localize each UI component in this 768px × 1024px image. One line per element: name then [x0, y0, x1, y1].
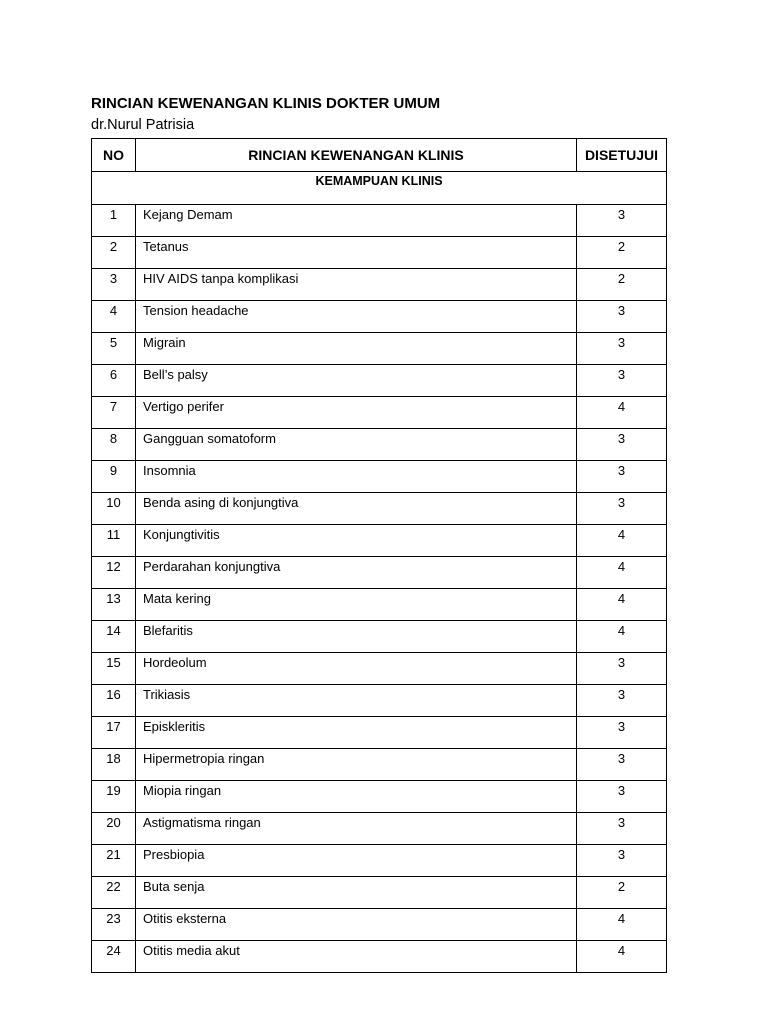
- row-approved-level: 3: [577, 333, 667, 365]
- row-number: 21: [92, 845, 136, 877]
- table-row: [92, 653, 667, 685]
- row-number: 5: [92, 333, 136, 365]
- row-competency: HIV AIDS tanpa komplikasi: [136, 269, 577, 301]
- table-row: [92, 205, 667, 237]
- table-header-row: [92, 139, 667, 172]
- header-approved: DISETUJUI: [577, 139, 667, 172]
- row-competency: Mata kering: [136, 589, 577, 621]
- row-competency: Benda asing di konjungtiva: [136, 493, 577, 525]
- table-row: [92, 397, 667, 429]
- row-approved-level: 4: [577, 941, 667, 973]
- row-number: 11: [92, 525, 136, 557]
- row-competency: Gangguan somatoform: [136, 429, 577, 461]
- row-number: 13: [92, 589, 136, 621]
- section-row: [92, 172, 667, 205]
- row-approved-level: 3: [577, 493, 667, 525]
- table-row: [92, 845, 667, 877]
- table-row: [92, 365, 667, 397]
- table-row: [92, 461, 667, 493]
- row-competency: Otitis media akut: [136, 941, 577, 973]
- row-competency: Blefaritis: [136, 621, 577, 653]
- row-competency: Presbiopia: [136, 845, 577, 877]
- row-approved-level: 4: [577, 397, 667, 429]
- row-number: 10: [92, 493, 136, 525]
- row-approved-level: 3: [577, 813, 667, 845]
- row-approved-level: 4: [577, 909, 667, 941]
- row-number: 20: [92, 813, 136, 845]
- row-approved-level: 4: [577, 621, 667, 653]
- row-competency: Trikiasis: [136, 685, 577, 717]
- row-approved-level: 3: [577, 781, 667, 813]
- row-approved-level: 3: [577, 205, 667, 237]
- row-number: 3: [92, 269, 136, 301]
- header-no: NO: [92, 139, 136, 172]
- row-competency: Migrain: [136, 333, 577, 365]
- row-approved-level: 4: [577, 557, 667, 589]
- row-competency: Perdarahan konjungtiva: [136, 557, 577, 589]
- row-competency: Episkleritis: [136, 717, 577, 749]
- row-number: 1: [92, 205, 136, 237]
- row-approved-level: 2: [577, 269, 667, 301]
- header-item: RINCIAN KEWENANGAN KLINIS: [136, 139, 577, 172]
- row-approved-level: 4: [577, 589, 667, 621]
- row-approved-level: 2: [577, 877, 667, 909]
- row-competency: Konjungtivitis: [136, 525, 577, 557]
- row-number: 9: [92, 461, 136, 493]
- row-approved-level: 3: [577, 685, 667, 717]
- table-row: [92, 909, 667, 941]
- row-number: 16: [92, 685, 136, 717]
- row-number: 22: [92, 877, 136, 909]
- row-approved-level: 4: [577, 525, 667, 557]
- table-row: [92, 717, 667, 749]
- row-number: 7: [92, 397, 136, 429]
- row-competency: Hipermetropia ringan: [136, 749, 577, 781]
- row-competency: Bell’s palsy: [136, 365, 577, 397]
- row-competency: Astigmatisma ringan: [136, 813, 577, 845]
- row-number: 19: [92, 781, 136, 813]
- row-approved-level: 3: [577, 365, 667, 397]
- table-row: [92, 589, 667, 621]
- table-row: [92, 941, 667, 973]
- table-row: [92, 269, 667, 301]
- doctor-name: dr.Nurul Patrisia: [91, 117, 195, 133]
- section-label: KEMAMPUAN KLINIS: [92, 172, 667, 205]
- table-row: [92, 877, 667, 909]
- row-number: 2: [92, 237, 136, 269]
- row-number: 15: [92, 653, 136, 685]
- row-number: 24: [92, 941, 136, 973]
- row-approved-level: 3: [577, 301, 667, 333]
- row-approved-level: 3: [577, 653, 667, 685]
- table-row: [92, 237, 667, 269]
- row-number: 8: [92, 429, 136, 461]
- row-competency: Insomnia: [136, 461, 577, 493]
- row-competency: Buta senja: [136, 877, 577, 909]
- row-competency: Vertigo perifer: [136, 397, 577, 429]
- table-row: [92, 493, 667, 525]
- table-row: [92, 621, 667, 653]
- row-number: 23: [92, 909, 136, 941]
- clinical-authority-table: [91, 138, 667, 973]
- row-competency: Tension headache: [136, 301, 577, 333]
- row-competency: Tetanus: [136, 237, 577, 269]
- row-competency: Kejang Demam: [136, 205, 577, 237]
- row-number: 17: [92, 717, 136, 749]
- table-row: [92, 525, 667, 557]
- table-row: [92, 813, 667, 845]
- table-row: [92, 557, 667, 589]
- document-title: RINCIAN KEWENANGAN KLINIS DOKTER UMUM: [91, 95, 441, 112]
- table-row: [92, 301, 667, 333]
- row-number: 4: [92, 301, 136, 333]
- table-row: [92, 749, 667, 781]
- table-row: [92, 333, 667, 365]
- table-row: [92, 781, 667, 813]
- row-approved-level: 3: [577, 749, 667, 781]
- row-approved-level: 3: [577, 717, 667, 749]
- row-approved-level: 3: [577, 429, 667, 461]
- row-competency: Hordeolum: [136, 653, 577, 685]
- row-approved-level: 3: [577, 845, 667, 877]
- table-row: [92, 685, 667, 717]
- row-number: 12: [92, 557, 136, 589]
- row-approved-level: 2: [577, 237, 667, 269]
- row-competency: Miopia ringan: [136, 781, 577, 813]
- row-number: 14: [92, 621, 136, 653]
- row-number: 6: [92, 365, 136, 397]
- row-approved-level: 3: [577, 461, 667, 493]
- table-row: [92, 429, 667, 461]
- row-number: 18: [92, 749, 136, 781]
- row-competency: Otitis eksterna: [136, 909, 577, 941]
